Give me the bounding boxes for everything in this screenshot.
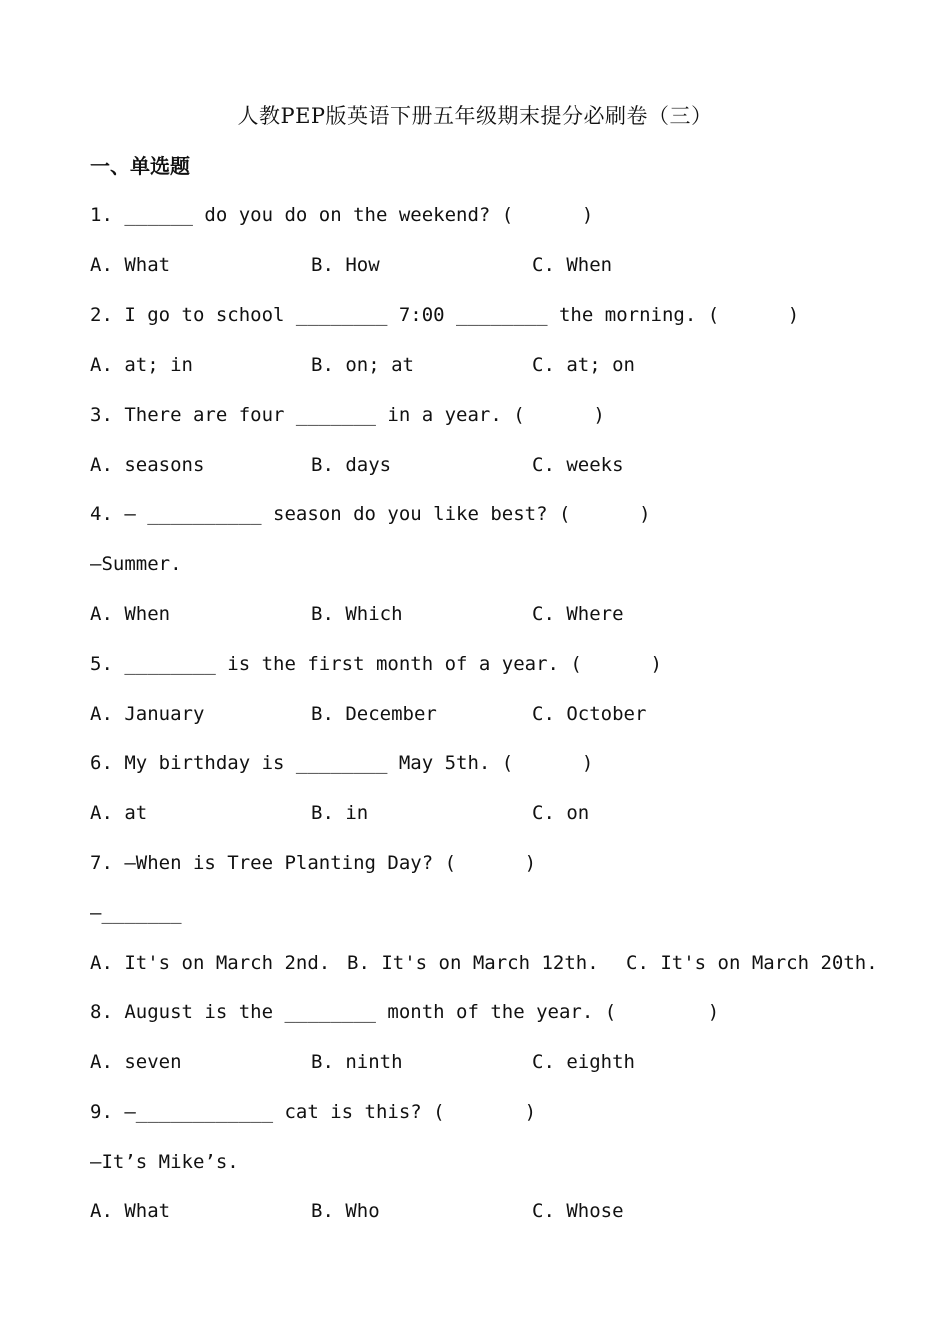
q2-option-b: B. on; at <box>311 354 414 376</box>
q9-option-c: C. Whose <box>532 1200 624 1222</box>
q8-option-a: A. seven <box>90 1051 182 1073</box>
question-9: 9. —____________ cat is this? ( ) <box>90 1101 537 1123</box>
q3-option-c: C. weeks <box>532 454 624 476</box>
q6-option-c: C. on <box>532 802 590 824</box>
q6-option-a: A. at <box>90 802 148 824</box>
q8-option-c: C. eighth <box>532 1051 635 1073</box>
q4-option-b: B. Which <box>311 603 403 625</box>
page-title: 人教PEP版英语下册五年级期末提分必刷卷（三） <box>237 104 713 128</box>
question-7: 7. —When is Tree Planting Day? ( ) <box>90 852 537 874</box>
q4-answer-line: —Summer. <box>90 553 182 575</box>
q6-option-b: B. in <box>311 802 369 824</box>
q1-option-b: B. How <box>311 254 380 276</box>
q5-option-c: C. October <box>532 703 647 725</box>
question-5: 5. ________ is the first month of a year. ( ) <box>90 653 662 675</box>
question-8: 8. August is the ________ month of the year. ( ) <box>90 1001 720 1023</box>
q9-answer-line: —It’s Mike’s. <box>90 1151 239 1173</box>
q2-option-a: A. at; in <box>90 354 193 376</box>
q8-option-b: B. ninth <box>311 1051 403 1073</box>
question-1: 1. ______ do you do on the weekend? ( ) <box>90 204 594 226</box>
q7-option-c: C. It's on March 20th. <box>626 952 878 974</box>
section-heading: 一、单选题 <box>90 154 190 178</box>
q1-option-c: C. When <box>532 254 613 276</box>
q4-option-c: C. Where <box>532 603 624 625</box>
q3-option-b: B. days <box>311 454 392 476</box>
question-4: 4. — __________ season do you like best? ( ) <box>90 503 651 525</box>
q9-option-b: B. Who <box>311 1200 380 1222</box>
question-2: 2. I go to school ________ 7:00 ________ the morning. ( ) <box>90 304 800 326</box>
q7-option-b: B. It's on March 12th. <box>347 952 599 974</box>
q2-option-c: C. at; on <box>532 354 635 376</box>
q9-option-a: A. What <box>90 1200 171 1222</box>
q1-option-a: A. What <box>90 254 171 276</box>
q4-option-a: A. When <box>90 603 171 625</box>
q5-option-b: B. December <box>311 703 437 725</box>
q7-option-a: A. It's on March 2nd. <box>90 952 331 974</box>
q3-option-a: A. seasons <box>90 454 205 476</box>
q5-option-a: A. January <box>90 703 205 725</box>
question-6: 6. My birthday is ________ May 5th. ( ) <box>90 752 594 774</box>
question-3: 3. There are four _______ in a year. ( ) <box>90 404 605 426</box>
q7-answer-line: —_______ <box>90 902 182 924</box>
